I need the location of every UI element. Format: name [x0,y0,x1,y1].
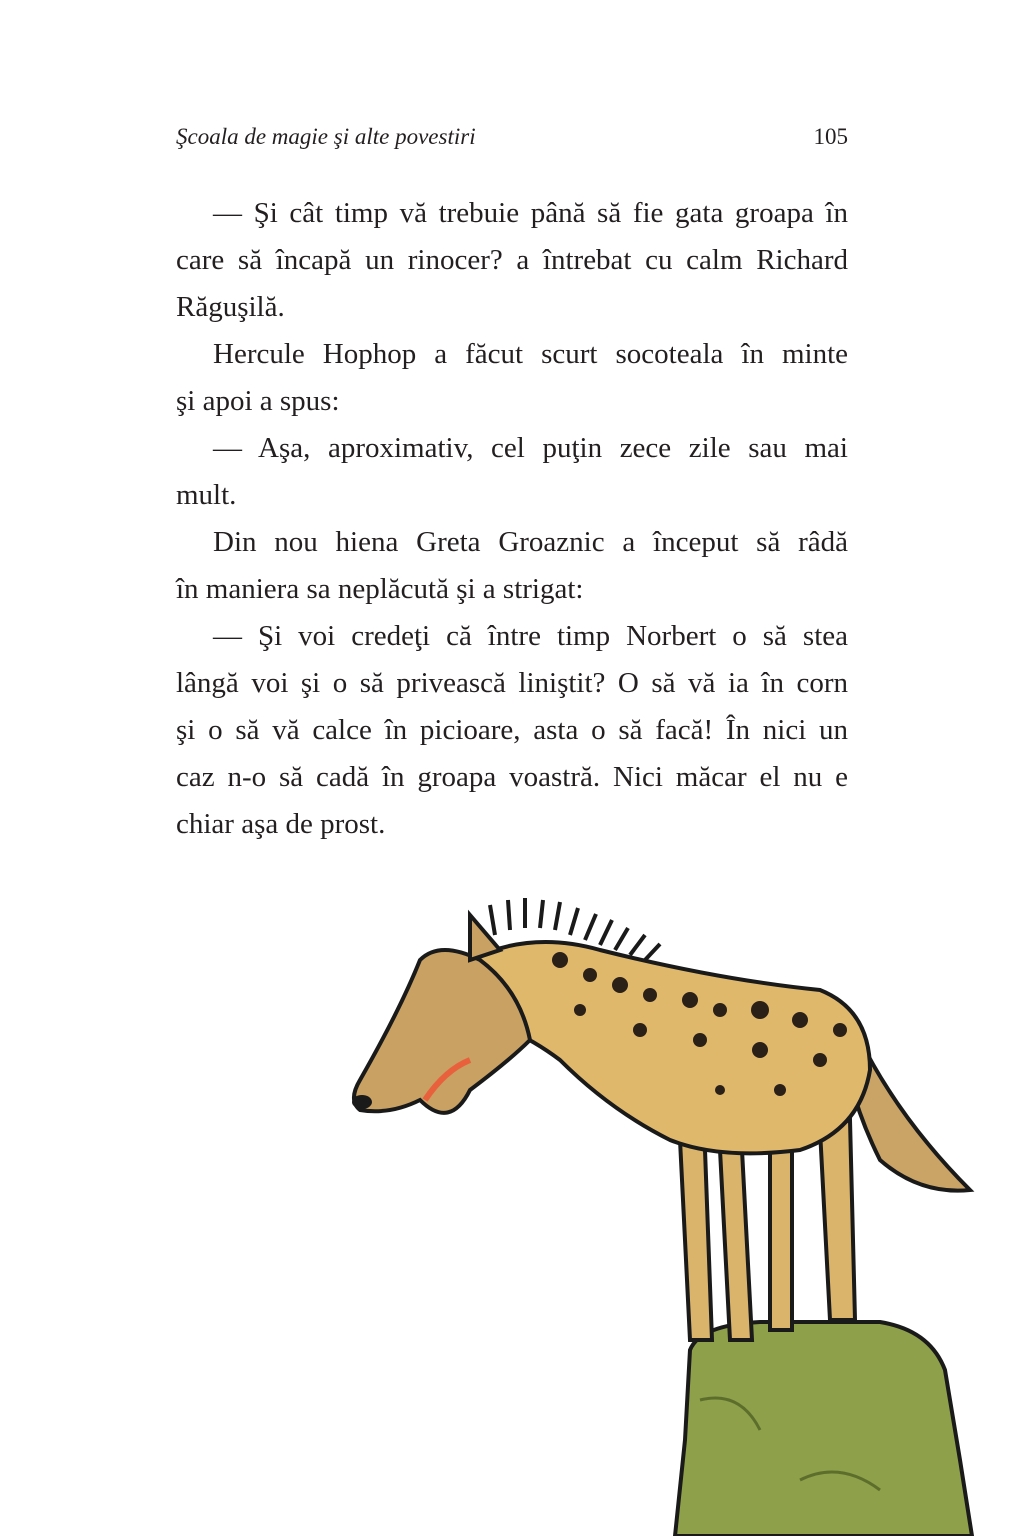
paragraph [176,425,848,519]
text-line: Hercule Hophop a făcut scurt socoteala în minte [213,338,848,370]
hyena-ear [470,915,500,960]
hyena-leg [720,1150,752,1340]
hyena-leg [770,1150,792,1330]
text-line: Din nou hiena Greta Groaznic a început să râdă [213,526,848,558]
paragraph [176,190,848,331]
hyena-illustration [340,880,1024,1536]
text-line: chiar aşa de prost. [176,808,386,840]
page-number: 105 [813,124,848,149]
text-line: mult. [176,479,237,511]
body-text [176,190,848,848]
text-line: — Aşa, aproximativ, cel puţin zece zile sau mai [213,432,848,464]
running-title: Şcoala de magie şi alte povestiri [176,124,476,149]
hyena-nose [352,1095,372,1109]
text-line: caz n-o să cadă în groapa voastră. Nici măcar el nu e [176,761,848,793]
paragraph [176,613,848,848]
paragraph [176,331,848,425]
hyena-leg [680,1140,712,1340]
rock [675,1322,972,1536]
text-line: care să încapă un rinocer? a întrebat cu calm Richard [176,244,848,276]
text-line: Răguşilă. [176,291,285,323]
text-line: şi apoi a spus: [176,385,340,417]
page-header [176,124,848,156]
text-line: — Şi voi credeţi că între timp Norbert o să stea [213,620,848,652]
paragraph [176,519,848,613]
text-line: şi o să vă calce în picioare, asta o să facă! În nici un [176,714,848,746]
text-line: în maniera sa neplăcută şi a strigat: [176,573,584,605]
hyena-leg [820,1120,855,1320]
text-line: — Şi cât timp vă trebuie până să fie gata groapa în [213,197,848,229]
text-line: lângă voi şi o să privească liniştit? O să vă ia în corn [176,667,848,699]
hyena-body [470,942,870,1153]
